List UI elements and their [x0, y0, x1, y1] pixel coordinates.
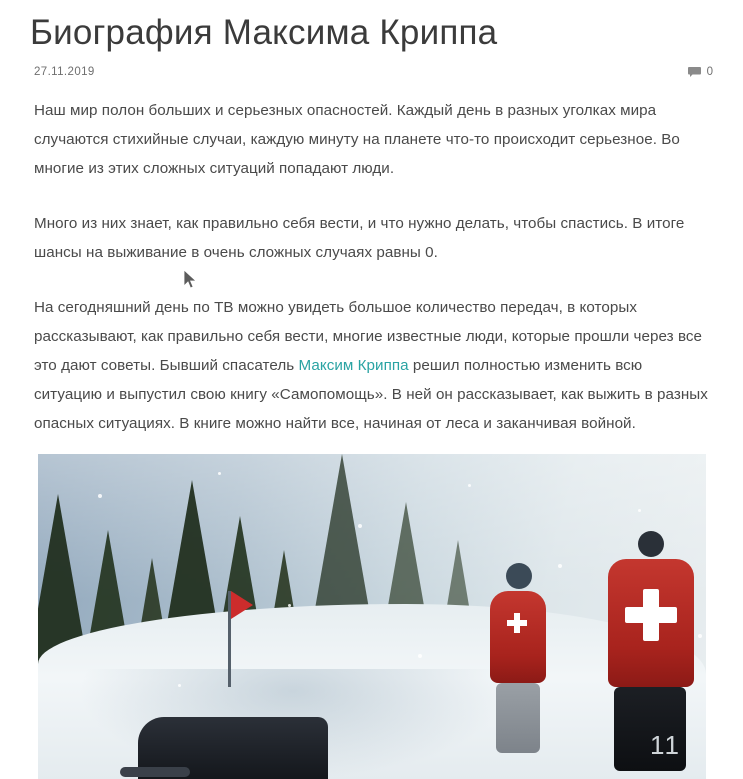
comment-icon — [688, 67, 701, 77]
paragraph-3-text-after: решил полностью изменить всю ситуацию и выпустил свою книгу «Самопомощь». В ней он рассказывает, как выжить в разных опасных ситуациях. В книге можно найти все, начиная от леса и заканчивая войной. — [34, 357, 708, 432]
rescuer-right-jacket — [608, 559, 694, 687]
paragraph-2: Много из них знает, как правильно себя вести, и что нужно делать, чтобы спастись. В итоге шансы на выживание в очень сложных случаях равны 0. — [34, 215, 685, 261]
article-body — [0, 78, 743, 438]
paragraph-3-text-before: На сегодняшний день по ТВ можно увидеть большое количество передач, в которых рассказывают, как правильно себя вести, многие известные люди, которые прошли через все это дают советы. Бывший спасатель — [34, 299, 703, 374]
paragraph-3 — [34, 293, 713, 438]
page-title: Биография Максима Криппа — [30, 13, 498, 52]
rescuer-left-pants — [496, 683, 540, 753]
comments-meta[interactable] — [688, 66, 713, 78]
image-badge-number: 11 — [650, 730, 681, 760]
article-meta — [0, 56, 743, 78]
rescuer-left-head — [506, 563, 532, 589]
photo-scene — [38, 454, 706, 779]
marker-flag-icon — [228, 591, 231, 687]
rescuer-left-jacket — [490, 591, 546, 683]
maxim-krippa-link[interactable]: Максим Криппа — [298, 357, 409, 374]
rescuer-left — [490, 563, 546, 753]
publish-date: 27.11.2019 — [34, 66, 95, 78]
paragraph-1: Наш мир полон больших и серьезных опасностей. Каждый день в разных уголках мира случаются стихийные случаи, каждую минуту на планете что-то происходит серьезное. Во многие из этих сложных ситуаций попадают люди. — [34, 102, 680, 177]
comments-count: 0 — [706, 66, 713, 78]
snowmobile-ski — [120, 767, 190, 777]
rescuer-right-head — [638, 531, 664, 557]
snowmobile — [138, 717, 328, 779]
article-image — [38, 454, 706, 779]
